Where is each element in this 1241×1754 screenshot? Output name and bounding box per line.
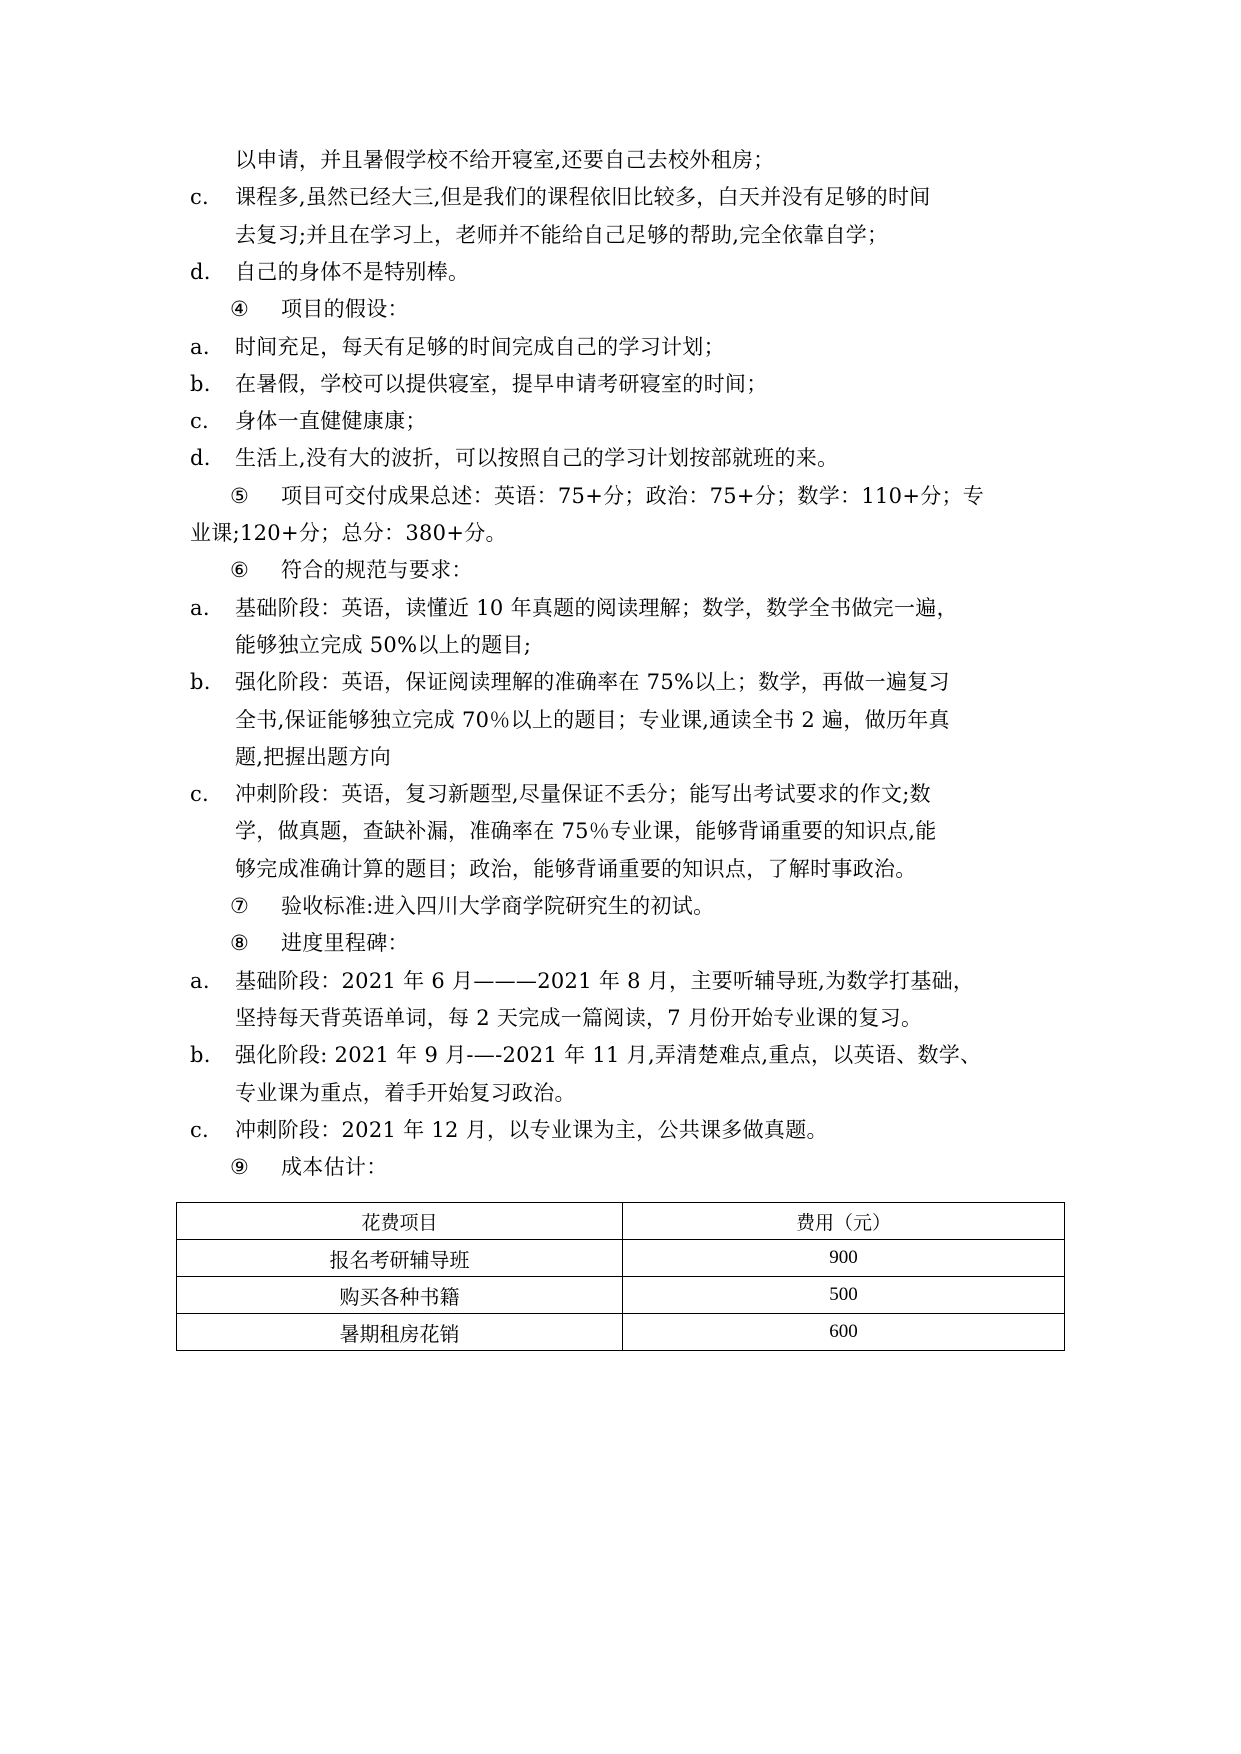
- section-number: ⑨: [230, 1155, 250, 1179]
- text-line: [0, 593, 1241, 623]
- list-marker: d.: [190, 260, 211, 284]
- list-item-text: 在暑假，学校可以提供寝室，提早申请考研寝室的时间；: [235, 372, 768, 396]
- text-line: [0, 1078, 1241, 1108]
- list-item-text: 够完成准确计算的题目；政治，能够背诵重要的知识点，了解时事政治。: [235, 857, 917, 881]
- section-heading: 成本估计：: [281, 1155, 388, 1179]
- list-item-text: 学，做真题，查缺补漏，准确率在 75％专业课，能够背诵重要的知识点,能: [235, 819, 937, 843]
- cell-cost: 900: [623, 1240, 1065, 1277]
- list-item-text: 基础阶段：英语，读懂近 10 年真题的阅读理解；数学，数学全书做完一遍，: [235, 596, 958, 620]
- text-line: [0, 294, 1241, 324]
- text-line: [0, 1115, 1241, 1145]
- list-item-text: 基础阶段：2021 年 6 月———2021 年 8 月，主要听辅导班,为数学打基础，: [235, 969, 975, 993]
- text-line: [0, 966, 1241, 996]
- section-heading: 进度里程碑：: [281, 931, 409, 955]
- list-item-text: 冲刺阶段：英语，复习新题型,尽量保证不丢分；能写出考试要求的作文;数: [235, 782, 931, 806]
- list-item-text: 专业课为重点，着手开始复习政治。: [235, 1081, 576, 1105]
- list-marker: c.: [190, 409, 210, 433]
- cost-estimate-table: [176, 1202, 1065, 1351]
- table-row: [177, 1240, 1065, 1277]
- cell-cost: 600: [623, 1314, 1065, 1351]
- text-line: [0, 182, 1241, 212]
- cell-cost: 500: [623, 1277, 1065, 1314]
- text-line: [0, 1003, 1241, 1033]
- cell-item: 报名考研辅导班: [177, 1240, 623, 1277]
- text-line: [0, 220, 1241, 250]
- list-marker: c.: [190, 782, 210, 806]
- text-line: [0, 257, 1241, 287]
- list-item-text: 强化阶段：英语，保证阅读理解的准确率在 75%以上；数学，再做一遍复习: [235, 670, 950, 694]
- list-marker: c.: [190, 185, 210, 209]
- list-marker: a.: [190, 596, 210, 620]
- list-item-text: 课程多,虽然已经大三,但是我们的课程依旧比较多，白天并没有足够的时间: [235, 185, 931, 209]
- list-item-text: 冲刺阶段：2021 年 12 月，以专业课为主，公共课多做真题。: [235, 1118, 828, 1142]
- text-line: [0, 928, 1241, 958]
- list-marker: b.: [190, 670, 211, 694]
- list-marker: c.: [190, 1118, 210, 1142]
- text-line: [0, 145, 1241, 175]
- list-item-text: 全书,保证能够独立完成 70％以上的题目；专业课,通读全书 2 遍，做历年真: [235, 708, 950, 732]
- text-line: [0, 481, 1241, 511]
- section-number: ⑧: [230, 931, 250, 955]
- list-item-text: 自己的身体不是特别棒。: [235, 260, 470, 284]
- text-line: [0, 667, 1241, 697]
- list-marker: a.: [190, 335, 210, 359]
- text-line: [0, 406, 1241, 436]
- text-line: [0, 555, 1241, 585]
- cell-item: 暑期租房花销: [177, 1314, 623, 1351]
- list-marker: b.: [190, 372, 211, 396]
- section-number: ⑥: [230, 558, 250, 582]
- list-marker: b.: [190, 1043, 211, 1067]
- text-line: [0, 779, 1241, 809]
- table-row: [177, 1277, 1065, 1314]
- list-item-text: 强化阶段: 2021 年 9 月-—-2021 年 11 月,弄清楚难点,重点，以英语、数学、: [235, 1043, 982, 1067]
- section-number: ⑦: [230, 894, 250, 918]
- section-heading: 符合的规范与要求：: [281, 558, 473, 582]
- list-marker: d.: [190, 446, 211, 470]
- text-line: [0, 742, 1241, 772]
- text-line: [0, 332, 1241, 362]
- text-line: [0, 630, 1241, 660]
- list-item-text: 时间充足，每天有足够的时间完成自己的学习计划；: [235, 335, 725, 359]
- section-number: ④: [230, 297, 250, 321]
- section-heading: 项目可交付成果总述：英语：75+分；政治：75+分；数学：110+分；专: [281, 484, 985, 508]
- text-line: [0, 891, 1241, 921]
- section-heading: 项目的假设：: [281, 297, 409, 321]
- section-heading: 验收标准:进入四川大学商学院研究生的初试。: [281, 894, 715, 918]
- text-line: [0, 369, 1241, 399]
- list-item-text: 以申请，并且暑假学校不给开寝室,还要自己去校外租房；: [235, 148, 775, 172]
- list-item-text: 去复习;并且在学习上，老师并不能给自己足够的帮助,完全依靠自学；: [235, 223, 889, 247]
- list-item-text: 题,把握出题方向: [235, 745, 392, 769]
- text-line: [0, 443, 1241, 473]
- header-cell-cost: 费用（元）: [623, 1203, 1065, 1240]
- text-line: [0, 854, 1241, 884]
- list-item-text: 能够独立完成 50%以上的题目;: [235, 633, 532, 657]
- list-marker: a.: [190, 969, 210, 993]
- text-line: [0, 1152, 1241, 1182]
- list-item-text: 生活上,没有大的波折，可以按照自己的学习计划按部就班的来。: [235, 446, 839, 470]
- table-header-row: [177, 1203, 1065, 1240]
- list-item-text: 坚持每天背英语单词，每 2 天完成一篇阅读，7 月份开始专业课的复习。: [235, 1006, 923, 1030]
- text-line: [0, 518, 1241, 548]
- text-line: [0, 1040, 1241, 1070]
- list-item-text: 身体一直健健康康；: [235, 409, 427, 433]
- cell-item: 购买各种书籍: [177, 1277, 623, 1314]
- paragraph-text: 业课;120+分；总分：380+分。: [190, 521, 507, 545]
- header-cell-item: 花费项目: [177, 1203, 623, 1240]
- text-line: [0, 705, 1241, 735]
- text-line: [0, 816, 1241, 846]
- section-number: ⑤: [230, 484, 250, 508]
- table-row: [177, 1314, 1065, 1351]
